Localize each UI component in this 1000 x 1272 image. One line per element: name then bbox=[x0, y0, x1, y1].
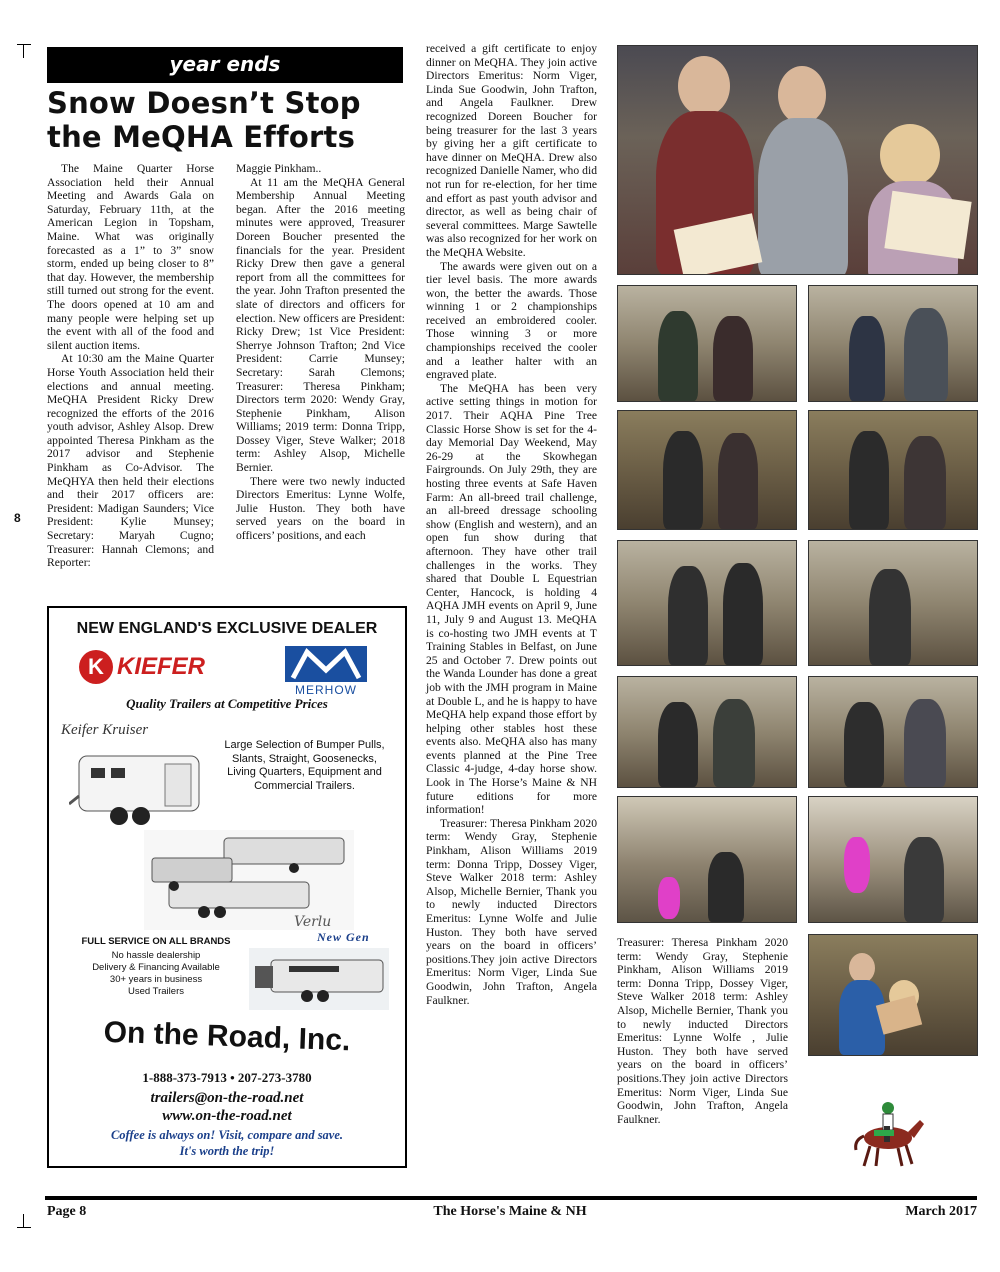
paragraph: The awards were given out on a tier level basis. The more awards won, the better the awards. Those winning 1 or 2 championships received an embroidered cooler. Those winning 3 or more championships received the cooler and a leather halter with an engraved plate. bbox=[426, 259, 597, 382]
section-banner: year ends bbox=[47, 47, 403, 83]
company-name: On the Road, Inc. bbox=[103, 1015, 351, 1058]
ad-phones: 1-888-373-7913 • 207-273-3780 bbox=[142, 1070, 312, 1085]
service-line: Delivery & Financing Available bbox=[92, 962, 220, 973]
crop-mark-bottom bbox=[17, 1214, 31, 1228]
article-column-1 bbox=[47, 162, 214, 570]
paragraph: The Maine Quarter Horse Association held their Annual Meeting and Awards Gala on Saturday, February 11th, at the American Legion in Topsham, Maine. What was originally forecasted as a 1” to 3” snow storm, ended up being closer to 8” that day. However, the membership still turned out strong for the event. The doors opened at 10 am and many people were helping set up the event with all of the food and silent auction items. bbox=[47, 162, 214, 352]
footer-date: March 2017 bbox=[905, 1204, 977, 1219]
photo-auction-room bbox=[617, 796, 797, 923]
paragraph: Treasurer: Theresa Pinkham 2020 term: Wendy Gray, Stephenie Pinkham, Alison Williams 2019 term: Donna Tripp, Dossey Viger, Steve Walker 2018 term: Ashley Alsop, Michelle Bernier, Thank you to newly inducted Directors Emeritus: Lynne Wolfe , Julie Huston. They both have served years on the board in officers’ positions.They join active Directors Emeritus: Norm Viger, Linda Sue Goodwin, John Trafton, Angela Faulkner. bbox=[617, 936, 788, 1126]
footer-rule bbox=[45, 1196, 977, 1200]
paragraph: Treasurer: Theresa Pinkham 2020 term: Wendy Gray, Stephenie Pinkham, Alison Williams 2019 term: Donna Tripp, Dossey Viger, Steve Walker 2018 term: Ashley Alsop, Michelle Bernier, Thank you to newly inducted Directors Emeritus: Lynne Wolfe and Julie Huston. They both have served years on the board in officers’ positions.They join active Directors Emeritus: Norm Viger, Linda Sue Goodwin, John Trafton, Angela Faulkner. bbox=[426, 816, 597, 1007]
service-list bbox=[71, 950, 241, 998]
photo-silent-auction bbox=[808, 796, 978, 923]
ad-website[interactable]: www.on-the-road.net bbox=[162, 1108, 292, 1124]
merhow-brand-text: MERHOW bbox=[295, 683, 357, 697]
trailer-dealer-ad bbox=[47, 606, 407, 1168]
horse-trailer-image bbox=[69, 746, 209, 836]
footer-publication: The Horse's Maine & NH bbox=[433, 1204, 587, 1219]
side-page-number: 8 bbox=[14, 511, 21, 525]
kiefer-logo: K KIEFER bbox=[79, 648, 209, 688]
paragraph: received a gift certificate to enjoy dinner on MeQHA. They join active Directors Emeritus: Norm Viger, Linda Sue Goodwin, John Trafton, and Angela Faulkner. Drew recognized Doreen Boucher for being treasurer for the last 3 years by giving her a gift certificate to have dinner on MeQHA. Drew also recognized Danielle Namer, who did not run for re-election, for her time and effort as past youth advisor and director, as well as being chair of several committees. Marge Sawtelle was also recognized for her work on the MeQHA Website. bbox=[426, 42, 597, 259]
new-gen-trailer-image bbox=[249, 948, 389, 1010]
new-gen-label: New Gen bbox=[317, 930, 370, 944]
trailer-lineup-image bbox=[144, 830, 354, 930]
article-column-2 bbox=[236, 162, 405, 543]
paragraph: Maggie Pinkham.. bbox=[236, 162, 322, 175]
service-line: Used Trailers bbox=[128, 986, 184, 997]
ad-email[interactable]: trailers@on-the-road.net bbox=[150, 1090, 304, 1106]
photo-award-1 bbox=[617, 285, 797, 402]
kiefer-brand-text: KIEFER bbox=[117, 653, 206, 680]
kiefer-kruiser-label: Keifer Kruiser bbox=[61, 722, 149, 738]
photo-kids-with-books bbox=[617, 45, 978, 275]
service-line: 30+ years in business bbox=[109, 974, 203, 985]
paragraph: At 10:30 am the Maine Quarter Horse Youth Association held their elections and annual meeting. MeQHA President Ricky Drew recognized the efforts of the 2016 youth advisor, Ashley Alsop. Drew appointed Theresa Pinkham as the 2017 advisor and Stephenie Pinkham as Co-Advisor. The MeQHYA then held their elections and their 2017 officers are: President: Madigan Saunders; Vice President: Kylie Munsey; Secretary: Maryah Cugno; Treasurer: Hannah Clemons; and Reporter: bbox=[47, 352, 214, 570]
service-line: No hassle dealership bbox=[111, 950, 201, 961]
photo-award-7 bbox=[617, 676, 797, 788]
photo-award-4 bbox=[808, 410, 978, 530]
footer-page: Page 8 bbox=[47, 1204, 87, 1219]
photo-award-6 bbox=[808, 540, 978, 666]
ad-headline: NEW ENGLAND'S EXCLUSIVE DEALER bbox=[76, 620, 378, 637]
article-column-3 bbox=[426, 42, 597, 1007]
ad-tagline: Quality Trailers at Competitive Prices bbox=[126, 696, 328, 711]
photo-award-5 bbox=[617, 540, 797, 666]
photo-award-8 bbox=[808, 676, 978, 788]
paragraph: There were two newly inducted Directors Emeritus: Lynne Wolfe, Julie Huston. They both have served years on the board in officers’ positions, and each bbox=[236, 474, 405, 543]
crop-mark-top bbox=[17, 44, 31, 58]
headline: Snow Doesn’t Stop the MeQHA Efforts bbox=[47, 86, 361, 154]
merhow-logo bbox=[285, 646, 367, 698]
ad-selection-text: Large Selection of Bumper Pulls, Slants, Straight, Goosenecks, Living Quarters, Equipment and Commercial Trailers. bbox=[224, 739, 385, 792]
service-title: FULL SERVICE ON ALL BRANDS bbox=[81, 936, 231, 947]
paragraph: At 11 am the MeQHA General Membership Annual Meeting began. After the 2016 meeting minutes were approved, Treasurer Doreen Boucher presented the financials for the year. President Ricky Drew then gave a general report from all the committees for the year. John Trafton presented the slate of directors and officers for election. New officers are President: Ricky Drew; 1st Vice President: Sherrye Johnson Trafton; 2nd Vice President: Carrie Munsey; Secretary: Sarah Clemons; Treasurer: Theresa Pinkham; Directors term 2020: Wendy Gray, Stephenie Pinkham, Alison Williams; 2019 term: Donna Tripp, Dossey Viger, Steve Walker; 2018 term: Ashley Alsop, Michelle Bernier. bbox=[236, 175, 405, 475]
photo-award-2 bbox=[808, 285, 978, 402]
svg-text:Verlu: Verlu bbox=[294, 914, 332, 930]
horse-rider-clipart bbox=[848, 1090, 928, 1170]
paragraph: The MeQHA has been very active setting things in motion for 2017. Their AQHA Pine Tree Classic Horse Show is set for the 4-day Memorial Day Weekend, May 26-29 at the Skowhegan Fairgrounds. On July 29th, they are hosting three events at Safe Haven Farm: An all-breed trail challenge, an all-breed dressage schooling show (English and western), and an open fun show during that afternoon. They have other trail challenges in the works. They shared that Double L Equestrian Center, Hancock, is holding 4 AQHA JMH events on April 9, June 11, July 9 and August 13. MeQHA is co-hosting two JMH events at T Training Stables in Belfast, on June 25 and October 7. Drew points out the Wanda Lounder has done a great job with the JMH program in Maine at Double L, and he is happy to have MeQHA help expand those effort by helping other stables host these events also. MeQHA also has many events planned at the Pine Tree Classic 4-judge, 4-day horse show. Look in The Horse’s Maine & NH future editions for more information! bbox=[426, 381, 597, 817]
ad-slogan-2: It's worth the trip! bbox=[179, 1144, 275, 1158]
photo-award-3 bbox=[617, 410, 797, 530]
photo-kids-with-awards bbox=[808, 934, 978, 1056]
article-column-4 bbox=[617, 936, 788, 1126]
ad-slogan-1: Coffee is always on! Visit, compare and save. bbox=[110, 1128, 344, 1142]
